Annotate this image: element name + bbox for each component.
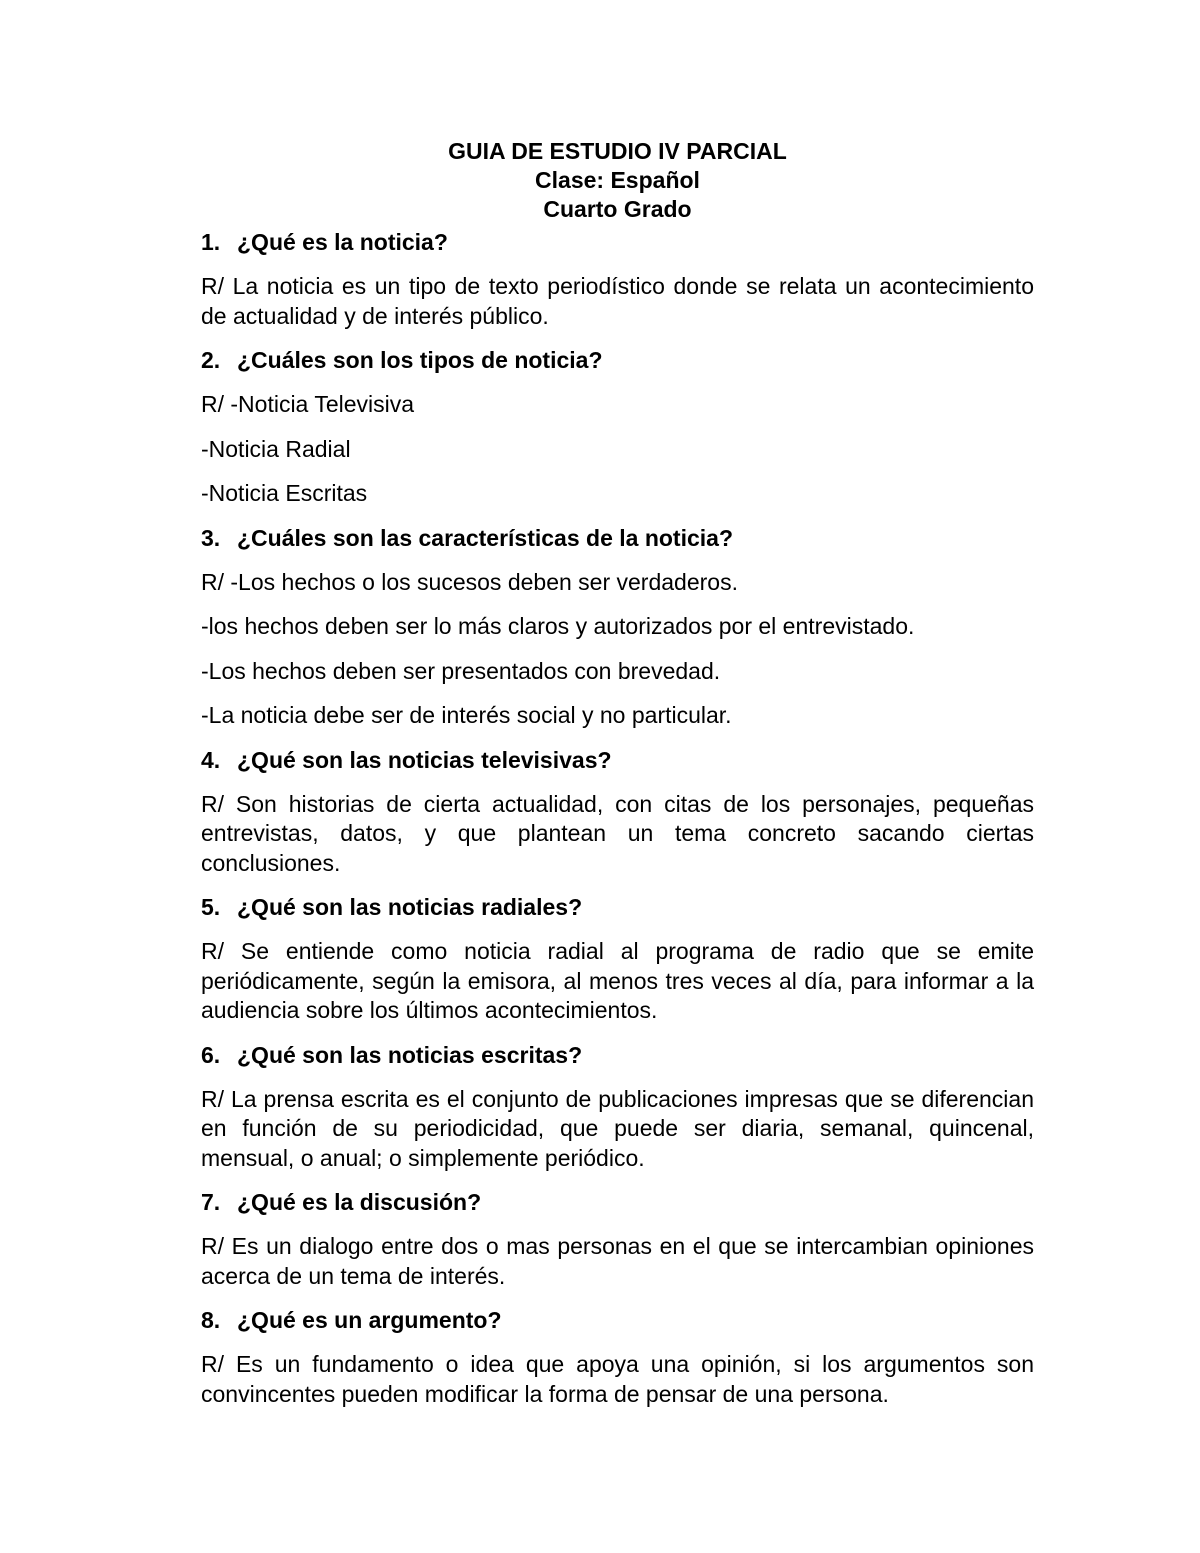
question-number: 8.	[201, 1307, 221, 1333]
spacer	[201, 331, 1034, 346]
question-text: ¿Qué son las noticias radiales?	[237, 894, 583, 920]
spacer	[201, 375, 1034, 390]
spacer	[201, 642, 1034, 657]
question-heading	[201, 893, 1034, 922]
answer-paragraph: R/ La prensa escrita es el conjunto de publicaciones impresas que se diferencian en función de su periodicidad, que puede ser diaria, semanal, quincenal, mensual, o anual; o simplemente periódico.	[201, 1085, 1034, 1171]
spacer	[201, 1173, 1034, 1188]
question-number: 5.	[201, 894, 221, 920]
question-text: ¿Qué es un argumento?	[237, 1307, 502, 1333]
question-heading	[201, 228, 1034, 257]
answer-paragraph: R/ -Los hechos o los sucesos deben ser verdaderos.	[201, 568, 738, 595]
spacer	[201, 420, 1034, 435]
answer-paragraph: R/ Son historias de cierta actualidad, con citas de los personajes, pequeñas entrevistas, datos, y que plantean un tema concreto sacando ciertas conclusiones.	[201, 790, 1034, 876]
class-subtitle: Clase: Español	[535, 167, 700, 193]
question-number: 4.	[201, 746, 221, 773]
spacer	[201, 922, 1034, 937]
spacer	[201, 1070, 1034, 1085]
answer-paragraph: -Los hechos deben ser presentados con brevedad.	[201, 657, 721, 684]
answer-paragraph: R/ -Noticia Televisiva	[201, 391, 415, 417]
spacer	[201, 257, 1034, 272]
answer-paragraph: R/ Se entiende como noticia radial al programa de radio que se emite periódicamente, según la emisora, al menos tres veces al día, para informar a la audiencia sobre los últimos acontecimientos.	[201, 938, 1034, 1023]
answer-paragraph: -los hechos deben ser lo más claros y autorizados por el entrevistado.	[201, 613, 915, 639]
question-heading	[201, 346, 1034, 375]
spacer	[201, 731, 1034, 746]
spacer	[201, 775, 1034, 790]
question-heading	[201, 1306, 1034, 1335]
spacer	[201, 1217, 1034, 1232]
document-content	[201, 137, 1034, 1409]
question-heading	[201, 746, 1034, 775]
spacer	[201, 1291, 1034, 1306]
answer-paragraph: -La noticia debe ser de interés social y no particular.	[201, 702, 732, 728]
question-text: ¿Qué es la discusión?	[237, 1189, 482, 1215]
answer-paragraph: -Noticia Escritas	[201, 480, 368, 506]
question-text: ¿Qué es la noticia?	[237, 229, 448, 255]
question-list	[201, 224, 1034, 1409]
question-text: ¿Cuáles son los tipos de noticia?	[237, 347, 603, 373]
question-text: ¿Qué son las noticias televisivas?	[237, 746, 612, 773]
question-number: 1.	[201, 229, 221, 255]
spacer	[201, 553, 1034, 568]
document-title: GUIA DE ESTUDIO IV PARCIAL	[448, 138, 787, 164]
answer-paragraph: R/ La noticia es un tipo de texto periodístico donde se relata un acontecimiento de actualidad y de interés público.	[201, 273, 1034, 329]
question-number: 2.	[201, 347, 221, 373]
grade-subtitle: Cuarto Grado	[543, 196, 692, 222]
question-number: 7.	[201, 1189, 221, 1215]
answer-paragraph: R/ Es un dialogo entre dos o mas personas en el que se intercambian opiniones acerca de un tema de interés.	[201, 1233, 1034, 1289]
question-heading	[201, 1041, 1034, 1070]
spacer	[201, 464, 1034, 479]
question-number: 6.	[201, 1041, 221, 1068]
spacer	[201, 597, 1034, 612]
spacer	[201, 1335, 1034, 1350]
question-heading	[201, 524, 1034, 553]
question-text: ¿Qué son las noticias escritas?	[237, 1041, 583, 1068]
question-text: ¿Cuáles son las características de la noticia?	[237, 524, 733, 551]
spacer	[201, 509, 1034, 524]
question-number: 3.	[201, 524, 221, 551]
answer-paragraph: R/ Es un fundamento o idea que apoya una opinión, si los argumentos son convincentes pueden modificar la forma de pensar de una persona.	[201, 1351, 1034, 1407]
spacer	[201, 1026, 1034, 1041]
spacer	[201, 686, 1034, 701]
answer-paragraph: -Noticia Radial	[201, 435, 351, 462]
question-heading	[201, 1188, 1034, 1217]
spacer	[201, 878, 1034, 893]
